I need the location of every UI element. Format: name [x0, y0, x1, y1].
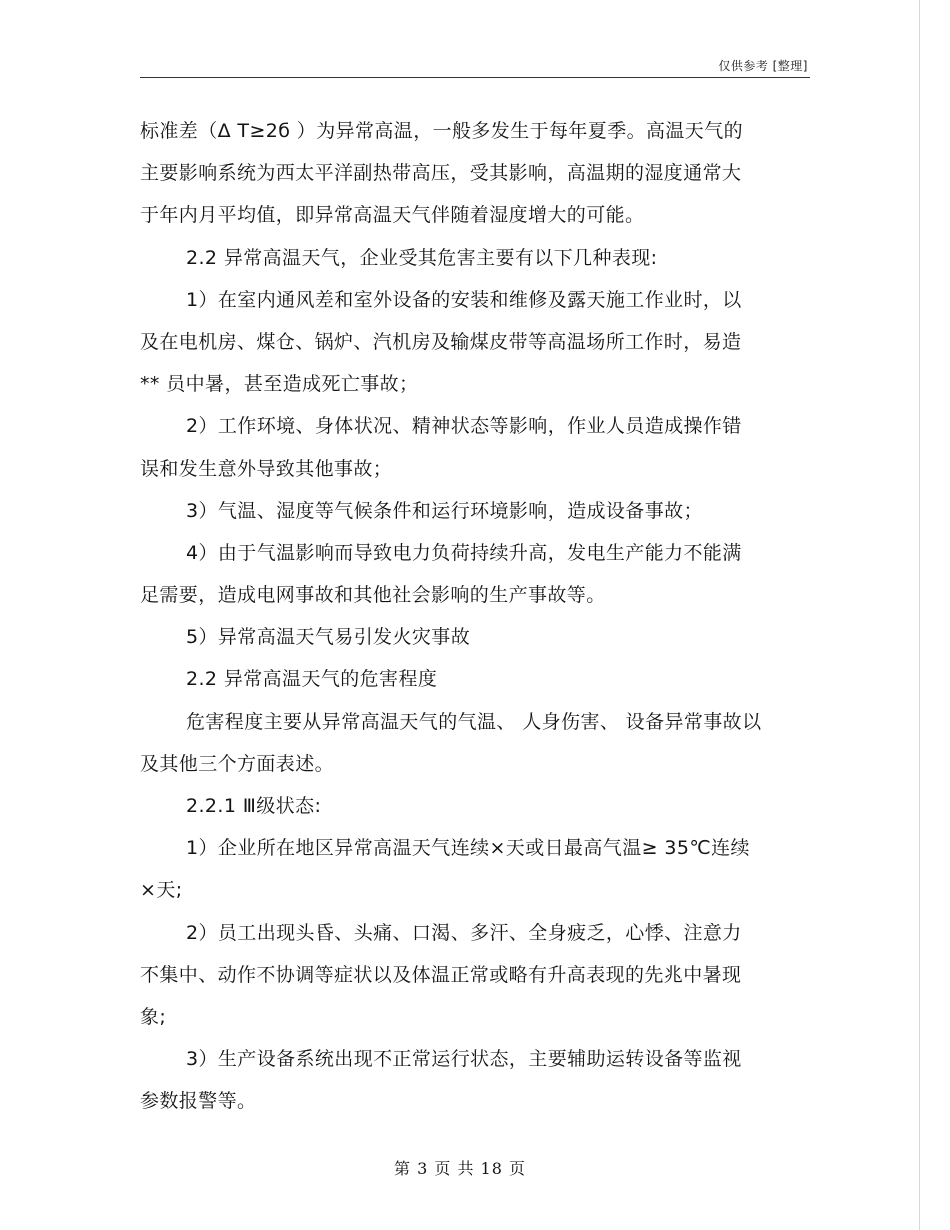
text-line: 2.2 异常高温天气的危害程度	[186, 668, 438, 691]
text-line: 2）员工出现头昏、头痛、口渴、多汗、全身疲乏，心悸、注意力	[186, 921, 742, 944]
text-line: ** 员中暑，甚至造成死亡事故；	[140, 373, 419, 396]
document-body	[140, 110, 810, 1123]
text-line: 3）生产设备系统出现不正常运行状态，主要辅助运转设备等监视	[186, 1048, 742, 1071]
text-line: 误和发生意外导致其他事故；	[140, 457, 393, 480]
text-line: 2）工作环境、身体状况、精神状态等影响，作业人员造成操作错	[186, 415, 742, 438]
text-line: ×天;	[140, 879, 183, 902]
text-line: 3）气温、湿度等气候条件和运行环境影响，造成设备事故；	[186, 499, 703, 522]
text-line: 2.2.1 Ⅲ级状态:	[186, 795, 322, 817]
text-line: 4）由于气温影响而导致电力负荷持续升高，发电生产能力不能满	[186, 541, 742, 564]
text-line: 及其他三个方面表述。	[140, 752, 335, 775]
text-line: 标准差（Δ T≥2б ）为异常高温，一般多发生于每年夏季。高温天气的	[140, 120, 744, 142]
text-line: 危害程度主要从异常高温天气的气温、 人身伤害、 设备异常事故以	[186, 710, 762, 733]
page-header	[140, 55, 810, 78]
text-line: 2.2 异常高温天气，企业受其危害主要有以下几种表现:	[186, 246, 658, 269]
text-line: 5）异常高温天气易引发火灾事故	[186, 626, 471, 649]
text-line: 及在电机房、煤仓、锅炉、汽机房及输煤皮带等高温场所工作时，易造	[140, 330, 742, 353]
text-line: 1）在室内通风差和室外设备的安装和维修及露天施工作业时，以	[186, 288, 742, 311]
text-line: 于年内月平均值，即异常高温天气伴随着湿度增大的可能。	[140, 204, 645, 227]
text-line: 主要影响系统为西太平洋副热带高压，受其影响，高温期的湿度通常大	[140, 162, 742, 185]
text-line: 1）企业所在地区异常高温天气连续×天或日最高气温≥ 35℃连续	[186, 837, 750, 860]
text-line: 足需要，造成电网事故和其他社会影响的生产事故等。	[140, 584, 606, 607]
text-line: 参数报警等。	[140, 1090, 257, 1113]
text-line: 不集中、动作不协调等症状以及体温正常或略有升高表现的先兆中暑现	[140, 963, 742, 986]
header-label: 仅供参考 [整理]	[718, 59, 808, 73]
text-line: 象;	[140, 1005, 167, 1028]
page-footer: 第 3 页 共 18 页	[394, 1159, 526, 1178]
